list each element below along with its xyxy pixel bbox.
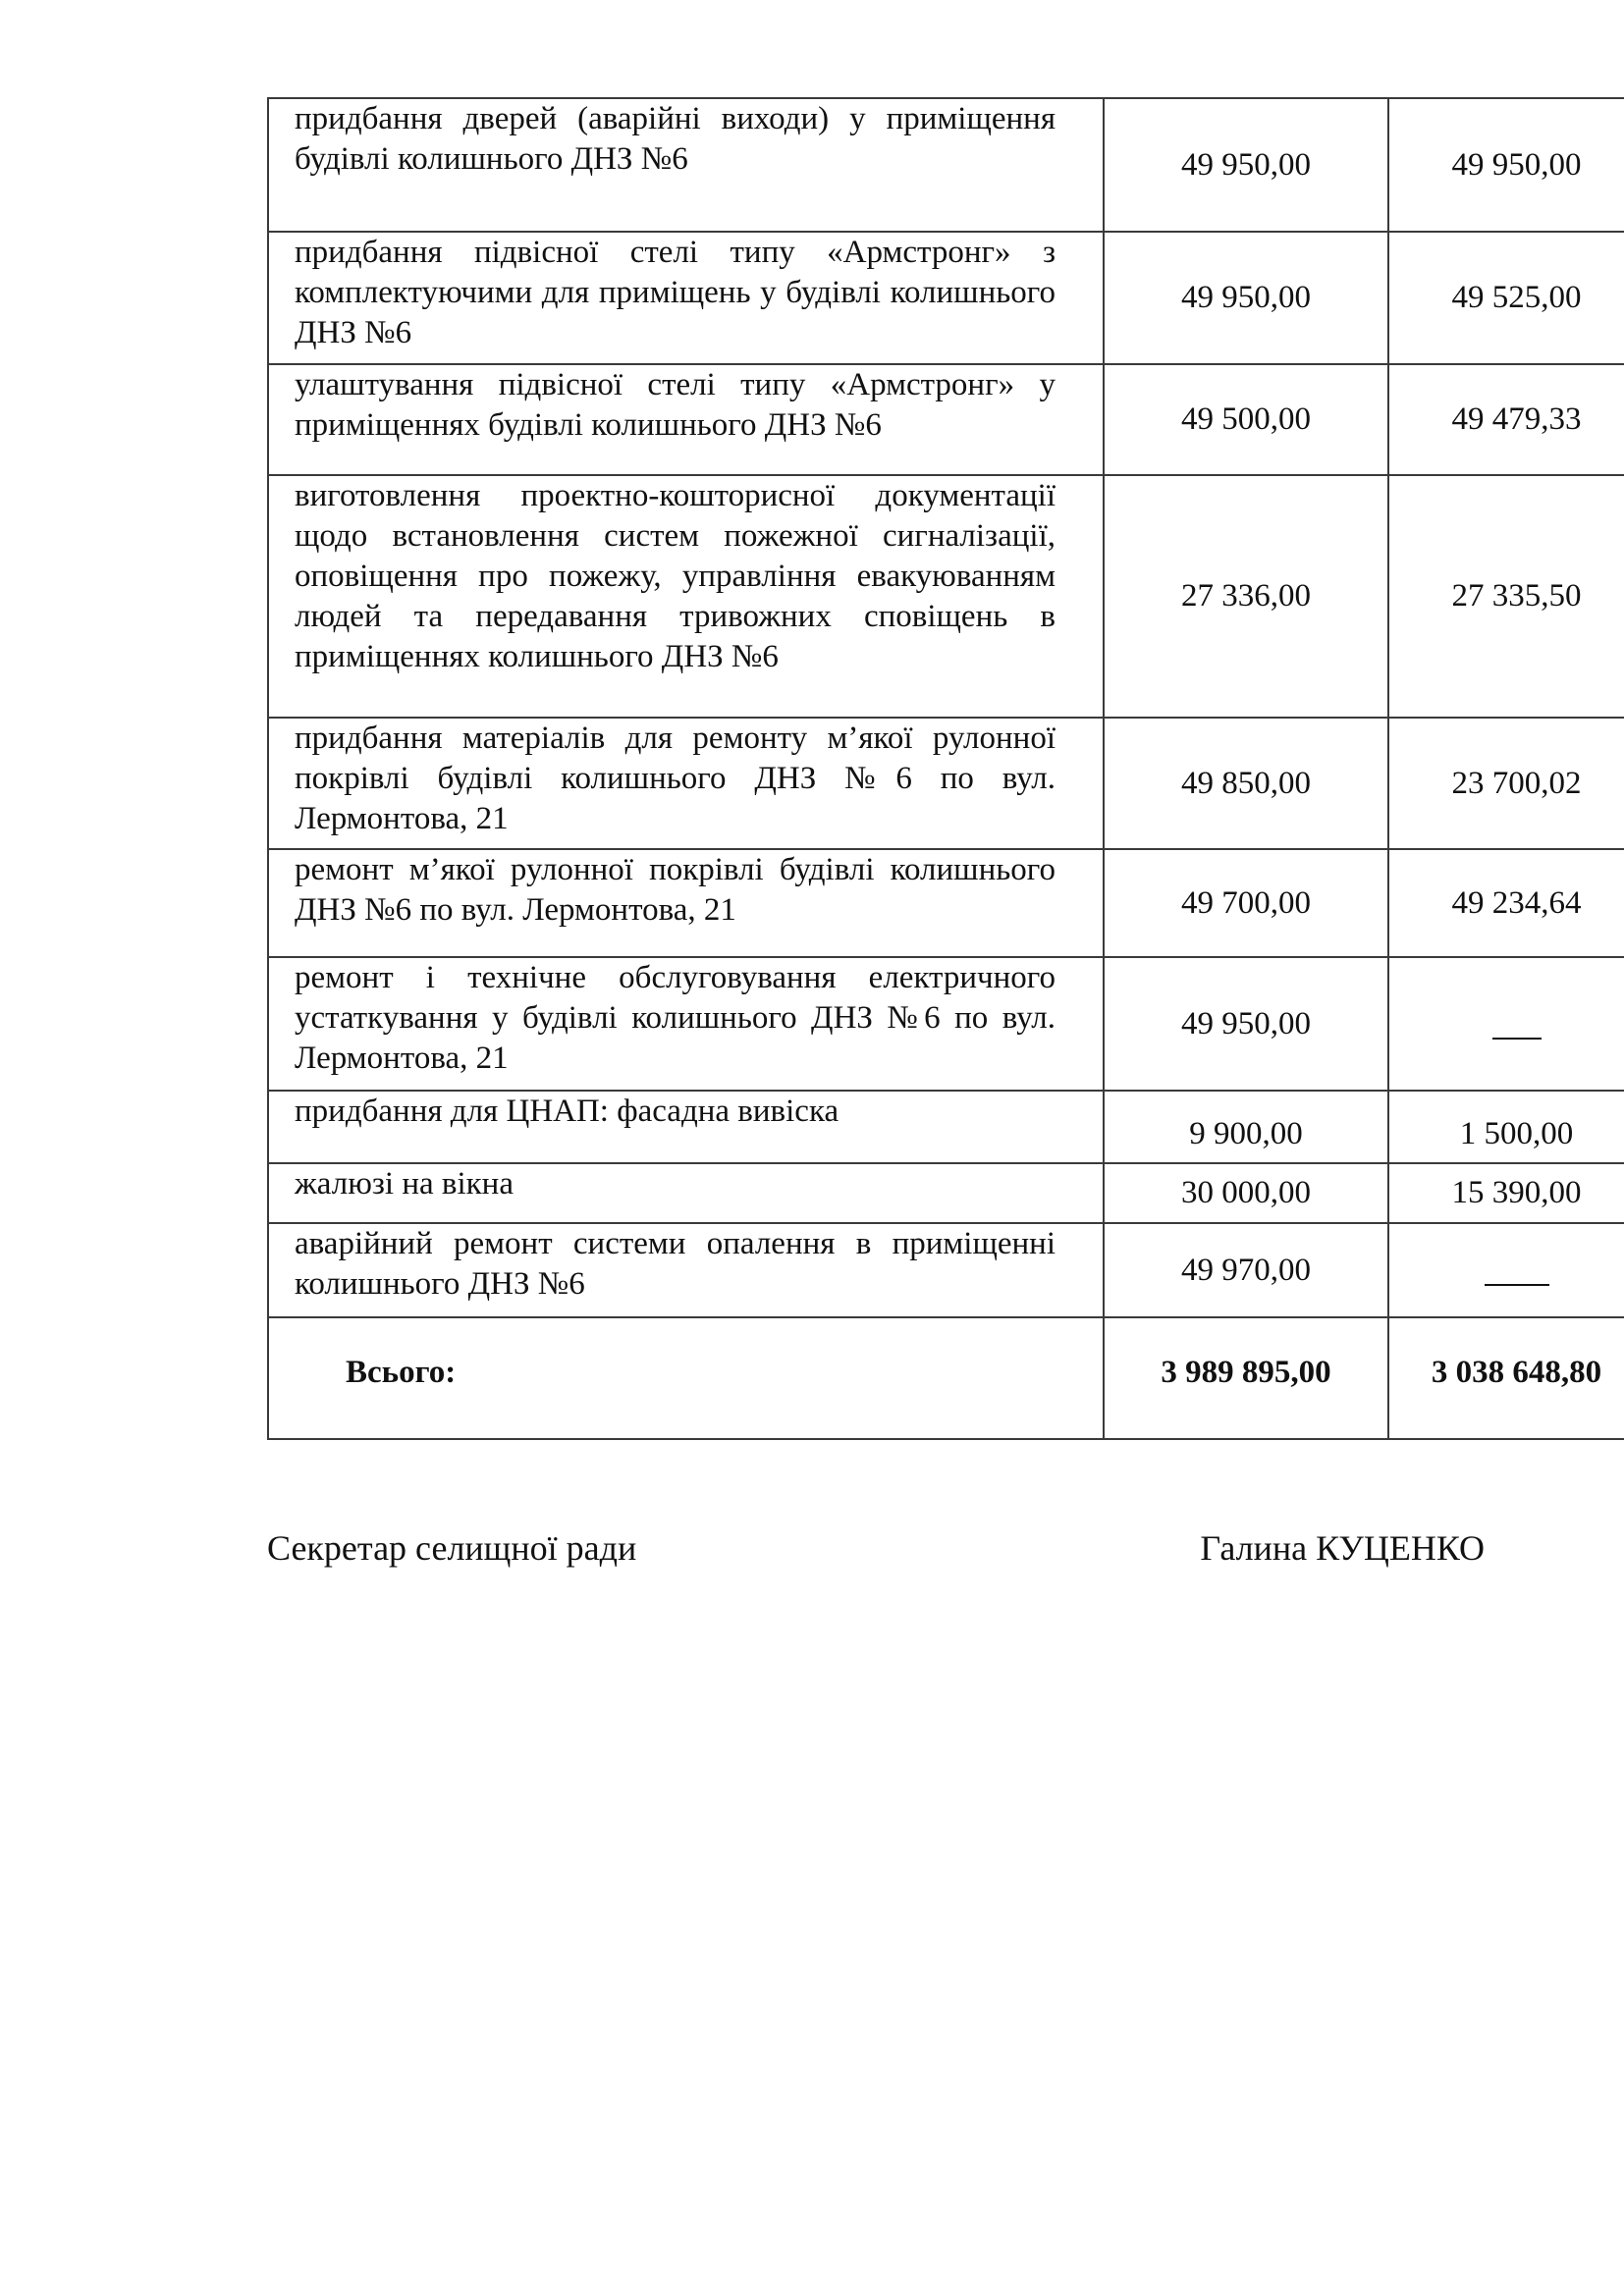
row-planned-amount: 49 950,00 <box>1104 98 1388 232</box>
row-actual-amount: 49 525,00 <box>1388 232 1624 364</box>
row-planned-amount: 27 336,00 <box>1104 475 1388 718</box>
total-actual-amount <box>1388 1317 1624 1439</box>
table-row <box>268 232 1624 364</box>
table-row <box>268 957 1624 1091</box>
table-row <box>268 1091 1624 1163</box>
row-actual-amount <box>1388 957 1624 1091</box>
row-actual-amount: 23 700,02 <box>1388 718 1624 849</box>
row-planned-amount: 49 950,00 <box>1104 957 1388 1091</box>
row-planned-amount: 49 850,00 <box>1104 718 1388 849</box>
signatory-title: Секретар селищної ради <box>267 1528 637 1568</box>
row-description: придбання дверей (аварійні виходи) у приміщення будівлі колишнього ДНЗ №6 <box>268 98 1104 232</box>
row-actual-amount: 49 479,33 <box>1388 364 1624 475</box>
row-description: аварійний ремонт системи опалення в приміщенні колишнього ДНЗ №6 <box>268 1223 1104 1317</box>
total-row <box>268 1317 1624 1439</box>
row-description: жалюзі на вікна <box>268 1163 1104 1223</box>
row-actual-amount: 27 335,50 <box>1388 475 1624 718</box>
expenditure-table <box>267 97 1624 1440</box>
row-planned-amount: 49 500,00 <box>1104 364 1388 475</box>
row-planned-amount: 49 950,00 <box>1104 232 1388 364</box>
row-actual-amount: 49 234,64 <box>1388 849 1624 957</box>
row-planned-amount: 49 970,00 <box>1104 1223 1388 1317</box>
row-description: улаштування підвісної стелі типу «Армстронг» у приміщеннях будівлі колишнього ДНЗ №6 <box>268 364 1104 475</box>
table-row <box>268 849 1624 957</box>
row-description: придбання матеріалів для ремонту м’якої рулонної покрівлі будівлі колишнього ДНЗ №6 по вул. Лермонтова, 21 <box>268 718 1104 849</box>
total-actual-text: 3 038 648,80 <box>1431 1354 1602 1390</box>
row-planned-amount: 9 900,00 <box>1104 1091 1388 1163</box>
total-planned-amount <box>1104 1317 1388 1439</box>
row-planned-amount: 30 000,00 <box>1104 1163 1388 1223</box>
table-row <box>268 364 1624 475</box>
row-actual-amount: 15 390,00 <box>1388 1163 1624 1223</box>
empty-value-dash <box>1485 1284 1549 1286</box>
row-actual-amount: 1 500,00 <box>1388 1091 1624 1163</box>
empty-value-dash <box>1492 1038 1542 1040</box>
table-row <box>268 1223 1624 1317</box>
table-row <box>268 98 1624 232</box>
row-description: придбання підвісної стелі типу «Армстронг» з комплектуючими для приміщень у будівлі колишнього ДНЗ №6 <box>268 232 1104 364</box>
table-row <box>268 475 1624 718</box>
table-row <box>268 718 1624 849</box>
row-actual-amount <box>1388 1223 1624 1317</box>
row-description: виготовлення проектно-кошторисної документації щодо встановлення систем пожежної сигналізації, оповіщення про пожежу, управління евакуюванням людей та передавання тривожних сповіщень в приміщеннях колишнього ДНЗ №6 <box>268 475 1104 718</box>
row-planned-amount: 49 700,00 <box>1104 849 1388 957</box>
row-actual-amount: 49 950,00 <box>1388 98 1624 232</box>
total-planned-text: 3 989 895,00 <box>1161 1354 1331 1390</box>
total-label <box>268 1317 1104 1439</box>
row-description: придбання для ЦНАП: фасадна вивіска <box>268 1091 1104 1163</box>
signatory-name: Галина КУЦЕНКО <box>1200 1528 1485 1568</box>
table-row <box>268 1163 1624 1223</box>
row-description: ремонт м’якої рулонної покрівлі будівлі колишнього ДНЗ №6 по вул. Лермонтова, 21 <box>268 849 1104 957</box>
row-description: ремонт і технічне обслуговування електричного устаткування у будівлі колишнього ДНЗ №6 по вул. Лермонтова, 21 <box>268 957 1104 1091</box>
total-label-text: Всього: <box>346 1354 457 1390</box>
